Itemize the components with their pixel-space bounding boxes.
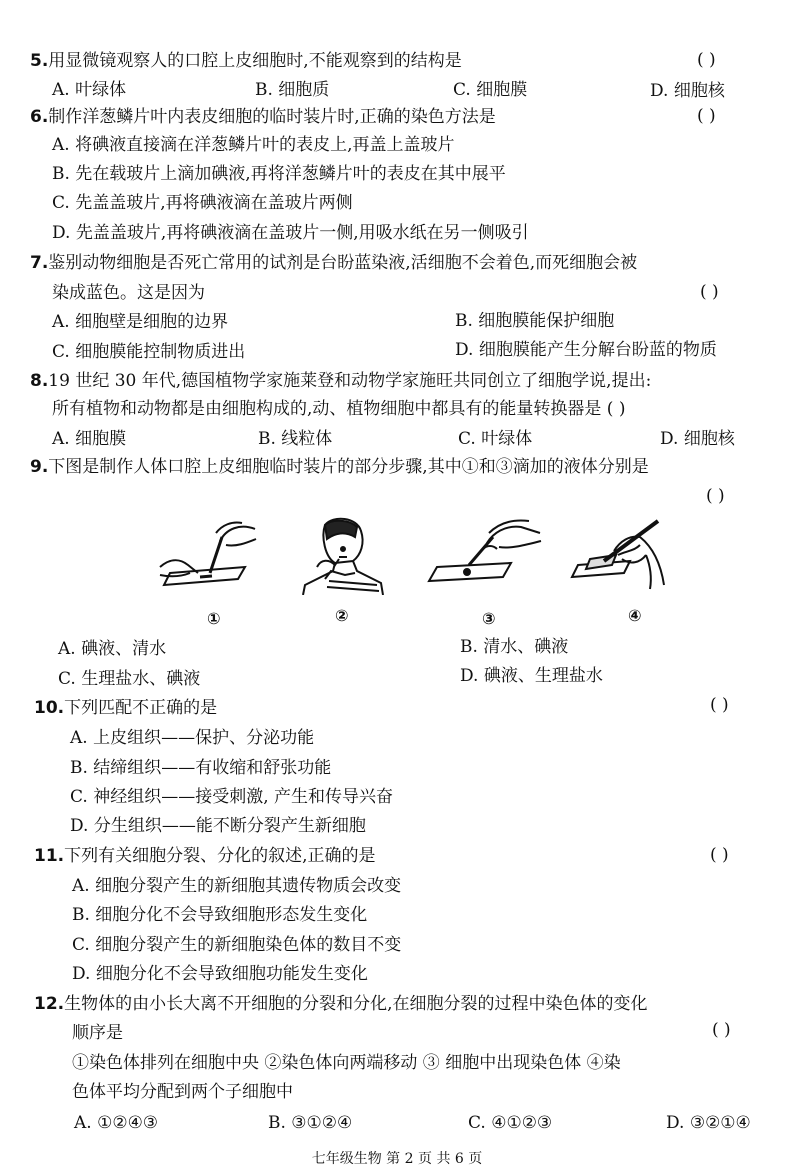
- q9-number: 9.: [30, 457, 49, 477]
- q10-answer-paren[interactable]: ( ): [710, 695, 729, 715]
- q7-stem-line-1: 鉴别动物细胞是否死亡常用的试剂是台盼蓝染液,活细胞不会着色,而死细胞会被: [48, 253, 638, 273]
- q5-option-a: A. 叶绿体: [52, 80, 127, 100]
- q9-stem-line-1: 下图是制作人体口腔上皮细胞临时装片的部分步骤,其中①和③滴加的液体分别是: [48, 457, 649, 477]
- q8-stem-line-1: 19 世纪 30 年代,德国植物学家施莱登和动物学家施旺共同创立了细胞学说,提出:: [48, 371, 652, 391]
- q7-option-b: B. 细胞膜能保护细胞: [455, 311, 615, 331]
- q8-stem-line-2: 所有植物和动物都是由细胞构成的,动、植物细胞中都具有的能量转换器是 ( ): [52, 399, 626, 419]
- q12-answer-paren[interactable]: ( ): [712, 1020, 731, 1040]
- q9-option-a: A. 碘液、清水: [58, 639, 167, 659]
- q11-number: 11.: [34, 846, 65, 866]
- q9-step-2-illustration: [295, 515, 385, 595]
- q9-step-4-illustration: [570, 515, 670, 595]
- q6-option-d: D. 先盖盖玻片,再将碘液滴在盖玻片一侧,用吸水纸在另一侧吸引: [52, 223, 529, 243]
- page-footer: 七年级生物 第 2 页 共 6 页: [311, 1151, 483, 1167]
- q12-option-c: C. ④①②③: [468, 1113, 553, 1133]
- q6-number: 6.: [30, 107, 49, 127]
- q10-option-b: B. 结缔组织——有收缩和舒张功能: [70, 758, 332, 778]
- q11-stem-line-1: 下列有关细胞分裂、分化的叙述,正确的是: [64, 846, 376, 866]
- q5-stem: [30, 50, 462, 72]
- q8-number: 8.: [30, 371, 49, 391]
- q10-option-c: C. 神经组织——接受刺激, 产生和传导兴奋: [70, 787, 394, 807]
- q11-answer-paren[interactable]: ( ): [710, 845, 729, 865]
- q10-option-d: D. 分生组织——能不断分裂产生新细胞: [70, 816, 366, 836]
- q12-option-a: A. ①②④③: [74, 1113, 159, 1133]
- q11-option-d: D. 细胞分化不会导致细胞功能发生变化: [72, 964, 368, 984]
- q6-option-c: C. 先盖盖玻片,再将碘液滴在盖玻片两侧: [52, 193, 353, 213]
- q9-figure-label-3: ③: [482, 609, 496, 628]
- q9-stem: [30, 456, 649, 478]
- q11-option-b: B. 细胞分化不会导致细胞形态发生变化: [72, 905, 368, 925]
- q8-option-b: B. 线粒体: [258, 429, 333, 449]
- q9-figure-label-4: ④: [628, 606, 642, 625]
- q12-option-b: B. ③①②④: [268, 1113, 353, 1133]
- q5-number: 5.: [30, 51, 49, 71]
- q12-option-d: D. ③②①④: [666, 1113, 751, 1133]
- q11-stem: [34, 845, 376, 867]
- q8-stem: [30, 370, 651, 392]
- q10-number: 10.: [34, 698, 65, 718]
- q10-stem-line-1: 下列匹配不正确的是: [64, 698, 218, 718]
- q8-option-d: D. 细胞核: [660, 429, 735, 449]
- q12-stem-line-4: 色体平均分配到两个子细胞中: [72, 1082, 293, 1102]
- q6-answer-paren[interactable]: ( ): [697, 106, 716, 126]
- q10-option-a: A. 上皮组织——保护、分泌功能: [70, 728, 315, 748]
- q9-answer-paren[interactable]: ( ): [706, 486, 725, 506]
- q5-option-b: B. 细胞质: [255, 80, 330, 100]
- q7-option-c: C. 细胞膜能控制物质进出: [52, 342, 246, 362]
- q5-option-d: D. 细胞核: [650, 81, 725, 101]
- q9-figure-label-1: ①: [207, 609, 221, 628]
- q5-answer-paren[interactable]: ( ): [697, 50, 716, 70]
- q9-option-c: C. 生理盐水、碘液: [58, 669, 201, 689]
- q6-stem: [30, 106, 496, 128]
- q6-option-a: A. 将碘液直接滴在洋葱鳞片叶的表皮上,再盖上盖玻片: [52, 135, 455, 155]
- q10-stem: [34, 697, 217, 719]
- q12-number: 12.: [34, 994, 65, 1014]
- q9-option-b: B. 清水、碘液: [460, 637, 569, 657]
- q9-step-1-illustration: [150, 515, 260, 595]
- q12-stem-line-1: 生物体的由小长大离不开细胞的分裂和分化,在细胞分裂的过程中染色体的变化: [64, 994, 648, 1014]
- q8-option-c: C. 叶绿体: [458, 429, 533, 449]
- q7-number: 7.: [30, 253, 49, 273]
- q12-stem: [34, 993, 648, 1015]
- q7-option-d: D. 细胞膜能产生分解台盼蓝的物质: [455, 340, 717, 360]
- q6-option-b: B. 先在载玻片上滴加碘液,再将洋葱鳞片叶的表皮在其中展平: [52, 164, 506, 184]
- q11-option-c: C. 细胞分裂产生的新细胞染色体的数目不变: [72, 935, 402, 955]
- q6-stem-line-1: 制作洋葱鳞片叶内表皮细胞的临时装片时,正确的染色方法是: [48, 107, 496, 127]
- q5-option-c: C. 细胞膜: [453, 80, 528, 100]
- q8-option-a: A. 细胞膜: [52, 429, 127, 449]
- q7-stem: [30, 252, 637, 274]
- q9-option-d: D. 碘液、生理盐水: [460, 666, 603, 686]
- q9-step-3-illustration: [425, 515, 545, 595]
- q9-figure-label-2: ②: [335, 606, 349, 625]
- q11-option-a: A. 细胞分裂产生的新细胞其遗传物质会改变: [72, 876, 402, 896]
- q5-stem-line-1: 用显微镜观察人的口腔上皮细胞时,不能观察到的结构是: [48, 51, 462, 71]
- q12-stem-line-3: ①染色体排列在细胞中央 ②染色体向两端移动 ③ 细胞中出现染色体 ④染: [72, 1053, 621, 1073]
- q12-stem-line-2: 顺序是: [72, 1023, 123, 1043]
- q7-stem-line-2: 染成蓝色。这是因为: [52, 283, 205, 303]
- q7-option-a: A. 细胞壁是细胞的边界: [52, 312, 229, 332]
- q7-answer-paren[interactable]: ( ): [700, 282, 719, 302]
